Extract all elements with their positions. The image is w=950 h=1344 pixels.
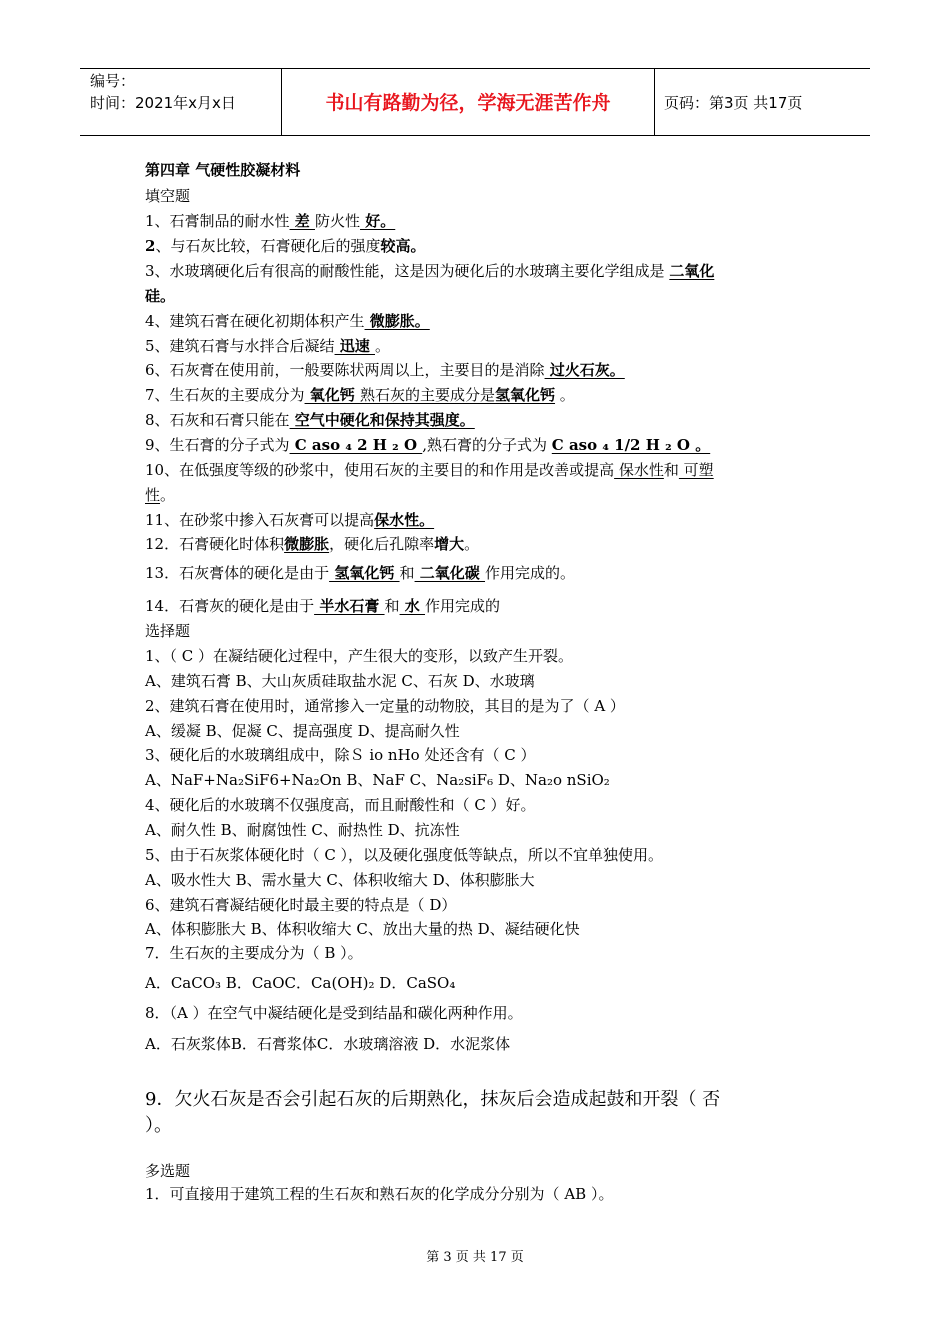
multi-heading: 多选题	[145, 1162, 191, 1180]
choice-line: 7．生石灰的主要成分为（ B ）。	[145, 944, 363, 962]
choice-line: 2、建筑石膏在使用时，通常掺入一定量的动物胶，其目的是为了（ A ）	[145, 697, 625, 715]
fill-q7: 7、生石灰的主要成分为 氧化钙 熟石灰的主要成分是氢氧化钙 。	[145, 386, 575, 404]
fill-q4: 4、建筑石膏在硬化初期体积产生 微膨胀。	[145, 312, 430, 330]
choice-line: A、NaF+Na₂SiF6+Na₂On B、NaF C、Na₂siF₆ D、Na₂o nSiO₂	[145, 771, 610, 789]
fill-heading: 填空题	[145, 187, 191, 205]
fill-q14: 14．石膏灰的硬化是由于 半水石膏 和 水 作用完成的	[145, 597, 501, 615]
header-motto: 书山有路勤为径，学海无涯苦作舟	[325, 92, 611, 114]
header-bottom-rule	[80, 135, 870, 136]
choice-q9: 9．欠火石灰是否会引起石灰的后期熟化，抹灰后会造成起鼓和开裂（ 否	[145, 1089, 721, 1110]
fill-q12: 12．石膏硬化时体积微膨胀，硬化后孔隙率增大。	[145, 535, 480, 553]
choice-q9-cont: ）。	[145, 1115, 172, 1136]
header-meta	[90, 70, 236, 114]
fill-q2: 2、与石灰比较，石膏硬化后的强度较高。	[145, 237, 426, 255]
fill-q13: 13．石灰膏体的硬化是由于 氢氧化钙 和 二氧化碳 作用完成的。	[145, 564, 576, 582]
choice-line: 4、硬化后的水玻璃不仅强度高，而且耐酸性和（ C ）好。	[145, 796, 536, 814]
choice-line: A、吸水性大 B、需水量大 C、体积收缩大 D、体积膨胀大	[145, 871, 535, 889]
choice-heading: 选择题	[145, 622, 191, 640]
multi-q1: 1．可直接用于建筑工程的生石灰和熟石灰的化学成分分别为（ AB ）。	[145, 1185, 614, 1203]
fill-q6: 6、石灰膏在使用前，一般要陈状两周以上，主要目的是消除 过火石灰。	[145, 361, 625, 379]
fill-q8: 8、石灰和石膏只能在 空气中硬化和保持其强度。	[145, 411, 475, 429]
fill-q10-cont: 性。	[145, 486, 176, 504]
fill-q5: 5、建筑石膏与水拌合后凝结 迅速 。	[145, 337, 391, 355]
fill-q11: 11、在砂浆中掺入石灰膏可以提高保水性。	[145, 511, 435, 529]
choice-line: 8．（A ）在空气中凝结硬化是受到结晶和碳化两种作用。	[145, 1004, 523, 1022]
chapter-title: 第四章 气硬性胶凝材料	[145, 161, 301, 179]
fill-q3: 3、水玻璃硬化后有很高的耐酸性能，这是因为硬化后的水玻璃主要化学组成是 二氧化	[145, 262, 715, 280]
choice-line: A、体积膨胀大 B、体积收缩大 C、放出大量的热 D、凝结硬化快	[145, 920, 580, 938]
fill-q1: 1、石膏制品的耐水性 差 防火性 好。	[145, 212, 396, 230]
choice-line: 1、（ C ）在凝结硬化过程中，产生很大的变形，以致产生开裂。	[145, 647, 574, 665]
header-top-rule	[80, 68, 870, 69]
choice-line: A．CaCO₃ B．CaOC．Ca(OH)₂ D．CaSO₄	[145, 974, 456, 992]
choice-line: 3、硬化后的水玻璃组成中，除Ｓ io nHo 处还含有（ C ）	[145, 746, 536, 764]
fill-q10: 10、在低强度等级的砂浆中，使用石灰的主要目的和作用是改善或提高 保水性和 可塑	[145, 461, 714, 479]
choice-line: A、缓凝 B、促凝 C、提高强度 D、提高耐久性	[145, 722, 460, 740]
header-serial: 编号：	[90, 72, 136, 90]
fill-q9: 9、生石膏的分子式为 C aso ₄ 2 H ₂ O ,熟石膏的分子式为 C aso ₄ 1/2 H ₂ O 。	[145, 436, 711, 454]
choice-line: 6、建筑石膏凝结硬化时最主要的特点是（ D）	[145, 896, 457, 914]
header-time: 时间：2021年x月x日	[90, 94, 236, 112]
fill-q3-cont: 硅。	[145, 287, 176, 305]
choice-line: 5、由于石灰浆体硬化时（ C ），以及硬化强度低等缺点，所以不宜单独使用。	[145, 846, 664, 864]
header-page-number: 页码：第3页 共17页	[664, 94, 803, 112]
choice-line: A、建筑石膏 B、大山灰质硅取盐水泥 C、石灰 D、水玻璃	[145, 672, 535, 690]
header-divider-right	[654, 68, 655, 136]
choice-line: A．石灰浆体B．石膏浆体C．水玻璃溶液 D．水泥浆体	[145, 1035, 511, 1053]
choice-line: A、耐久性 B、耐腐蚀性 C、耐热性 D、抗冻性	[145, 821, 460, 839]
page-footer: 第 3 页 共 17 页	[426, 1250, 524, 1265]
